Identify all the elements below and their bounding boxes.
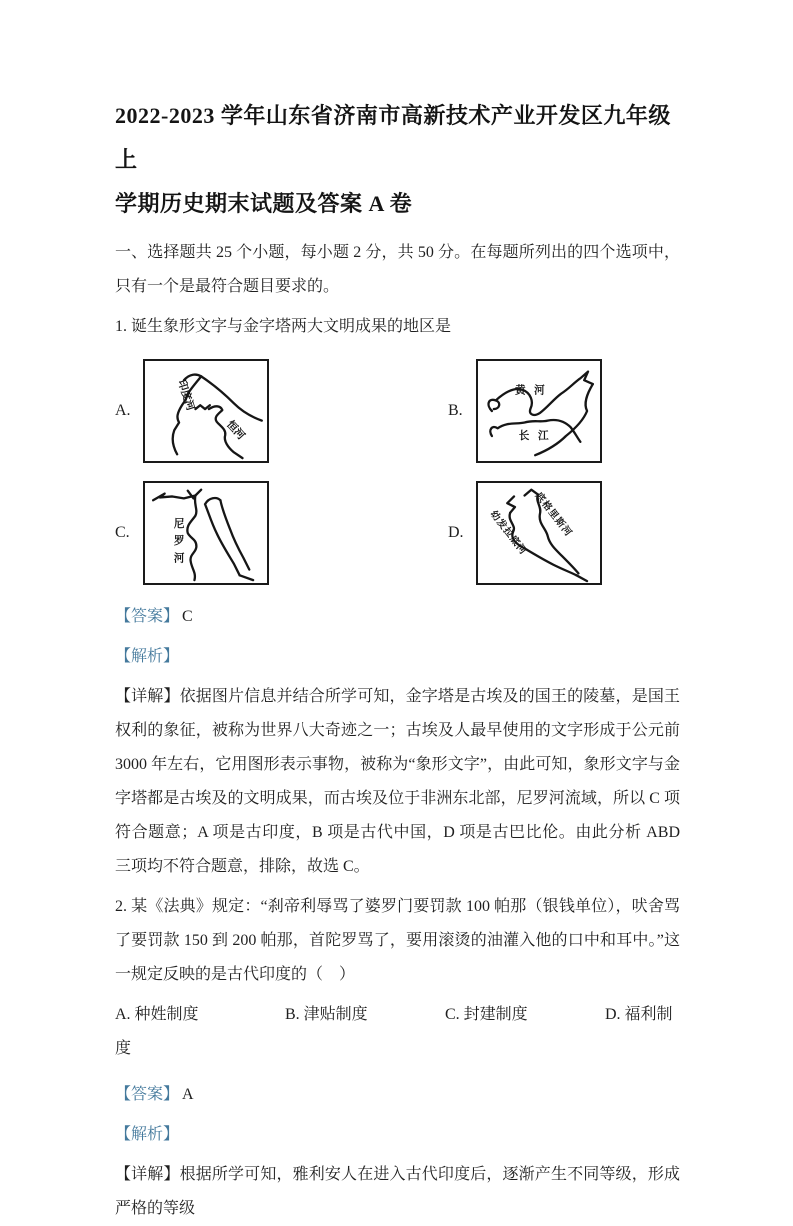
ganges-river-label: 恒河 bbox=[223, 419, 247, 443]
tigris-river-label: 底格里斯河 bbox=[532, 490, 575, 540]
option-c-label: C. bbox=[115, 524, 130, 541]
q1-option-b bbox=[448, 359, 602, 463]
option-b-label: B. bbox=[448, 402, 463, 419]
nile-river-path bbox=[187, 496, 196, 581]
india-rivers-map bbox=[143, 359, 269, 463]
q1-analysis-marker: 【解析】 bbox=[115, 648, 180, 665]
exam-page bbox=[115, 0, 680, 1226]
mediterranean-coast-path bbox=[153, 494, 195, 501]
nile-river-label: 尼罗河 bbox=[172, 517, 184, 570]
q2-analysis-marker: 【解析】 bbox=[115, 1126, 180, 1143]
question-2-text: 2. 某《法典》规定：“刹帝利辱骂了婆罗门要罚款 100 帕那（银钱单位），吠舍骂了要罚款 150 到 200 帕那，首陀罗骂了，要用滚烫的油灌入他的口中和耳中。”这一规定反映的是古代印度的（ ） bbox=[115, 898, 680, 983]
q2-options-line bbox=[115, 998, 680, 1066]
q2-detail-text: 【详解】根据所学可知，雅利安人在进入古代印度后，逐渐产生不同等级，形成严格的等级 bbox=[115, 1166, 680, 1217]
indus-river-label: 印度河 bbox=[175, 378, 196, 413]
page-title bbox=[115, 94, 680, 226]
q1-detail-text: 【详解】依据图片信息并结合所学可知，金字塔是古埃及的国王的陵墓，是国王权利的象征，被称为世界八大奇迹之一；古埃及人最早使用的文字形成于公元前 3000 年左右，它用图形表示事物，被称为“象形文字”，由此可知，象形文字与金字塔都是古埃及的文明成果，而古埃及位于非洲东北部，尼罗河流域，所以 C 项符合题意；A 项是古印度，B 项是古代中国，D 项是古巴比伦。由此分析 ABD 三项均不符合题意，排除，故选 C。 bbox=[115, 688, 680, 875]
q2-answer-marker: 【答案】 bbox=[115, 1086, 180, 1103]
q1-answer-line bbox=[115, 600, 680, 634]
q1-option-a bbox=[115, 359, 269, 463]
q1-map-row-2 bbox=[115, 481, 680, 585]
mesopotamia-rivers-map bbox=[476, 481, 602, 585]
india-north-range bbox=[201, 376, 262, 420]
question-1-text: 1. 诞生象形文字与金字塔两大文明成果的地区是 bbox=[115, 318, 452, 335]
q2-answer-value: A bbox=[182, 1086, 194, 1103]
mesopotamia-top-scribble bbox=[507, 490, 538, 513]
q1-map-row-1 bbox=[115, 359, 680, 463]
q1-answer-marker: 【答案】 bbox=[115, 608, 180, 625]
yellow-river-label: 黄河 bbox=[514, 385, 554, 397]
page-title-line2: 学期历史期末试题及答案 A 卷 bbox=[115, 191, 413, 216]
q2-option-a: A. 种姓制度 bbox=[115, 1006, 199, 1023]
q2-option-b: B. 津贴制度 bbox=[285, 1006, 368, 1023]
q2-answer-line bbox=[115, 1078, 680, 1112]
egypt-nile-map bbox=[143, 481, 269, 585]
shatt-mouth-path bbox=[577, 575, 588, 581]
india-scribble bbox=[195, 405, 209, 409]
china-rivers-map bbox=[476, 359, 602, 463]
q2-option-c: C. 封建制度 bbox=[445, 1006, 528, 1023]
option-d-label: D. bbox=[448, 524, 464, 541]
q1-answer-value: C bbox=[182, 608, 193, 625]
q2-option-d: D. 福利制度 bbox=[115, 1006, 673, 1057]
q1-option-d bbox=[448, 481, 602, 585]
q1-option-c bbox=[115, 481, 269, 585]
section-intro: 一、选择题共 25 个小题，每小题 2 分，共 50 分。在每题所列出的四个选项中，只有一个是最符合题目要求的。 bbox=[115, 244, 680, 295]
page-title-line1: 2022-2023 学年山东省济南市高新技术产业开发区九年级上 bbox=[115, 103, 671, 172]
yangtze-river-label: 长江 bbox=[518, 430, 558, 442]
option-a-label: A. bbox=[115, 402, 131, 419]
euphrates-river-label: 幼发拉底河 bbox=[487, 508, 529, 558]
